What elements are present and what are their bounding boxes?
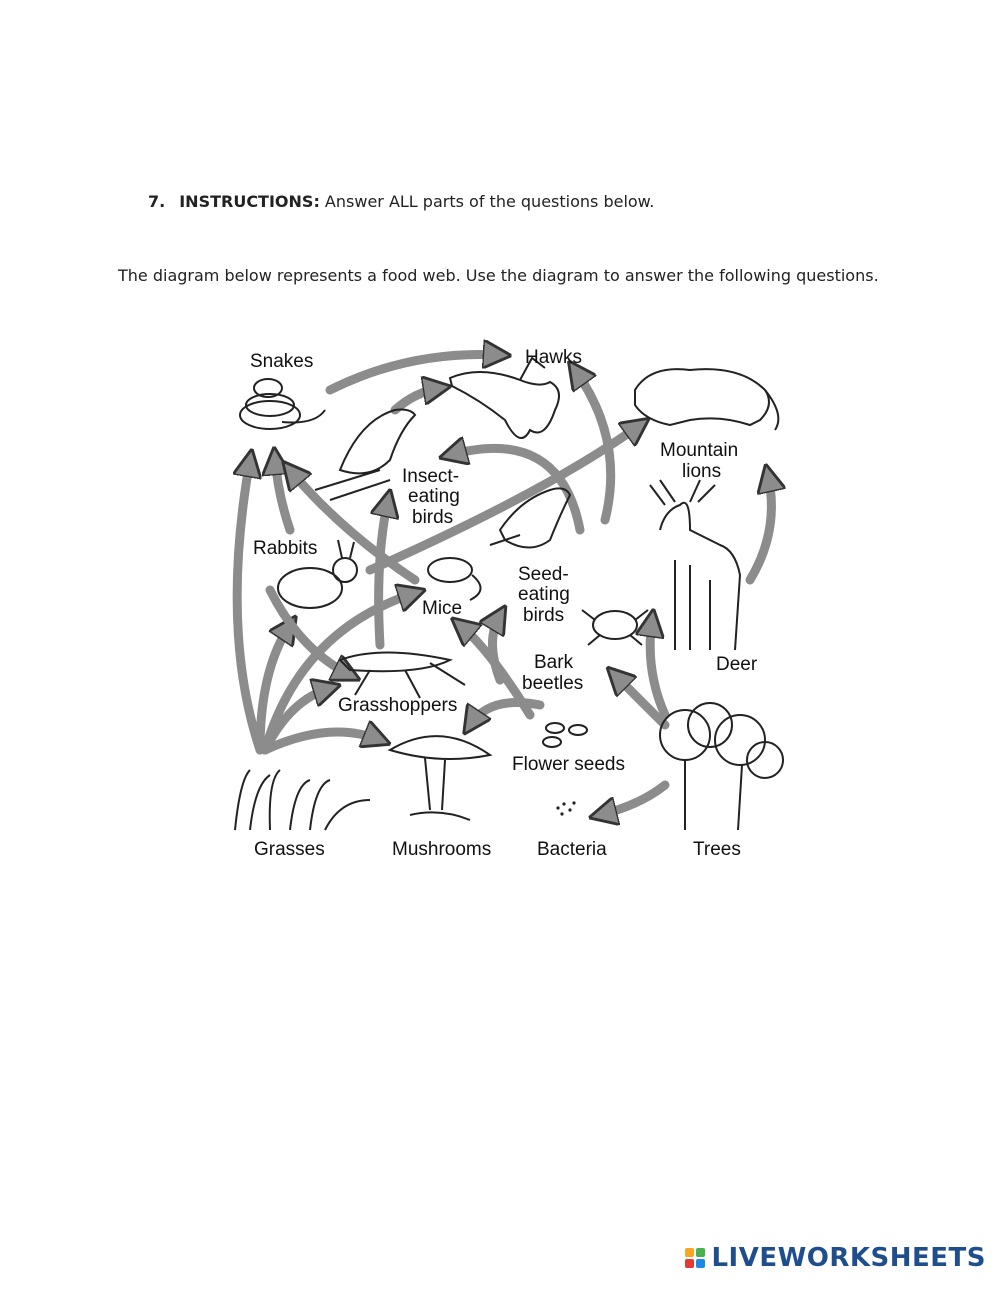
label-mountain-lions-line1: Mountain bbox=[660, 440, 739, 461]
logo-square-3 bbox=[685, 1259, 694, 1268]
mouse-illustration bbox=[428, 558, 481, 600]
insect-eating-bird-illustration bbox=[315, 410, 415, 500]
flower-seeds-illustration bbox=[543, 723, 587, 747]
snake-illustration bbox=[240, 379, 325, 429]
label-mushrooms: Mushrooms bbox=[392, 839, 492, 860]
arrow-grasses-mushrooms bbox=[265, 732, 380, 750]
label-seed-birds-line2: eating bbox=[518, 584, 570, 605]
arrow-grasshoppers-insectbirds bbox=[379, 500, 388, 645]
mushroom-illustration bbox=[390, 736, 490, 820]
label-insect-birds-line3: birds bbox=[412, 507, 454, 528]
label-grasses: Grasses bbox=[254, 839, 325, 860]
liveworksheets-logo bbox=[685, 1243, 986, 1273]
instructions-label: INSTRUCTIONS: bbox=[179, 192, 320, 211]
deer-illustration bbox=[650, 480, 740, 650]
label-hawks: Hawks bbox=[525, 347, 583, 368]
logo-square-2 bbox=[696, 1248, 705, 1257]
arrow-insectbirds-hawks bbox=[395, 388, 440, 410]
arrow-deer-mountainlions bbox=[750, 475, 771, 580]
label-seed-birds-line1: Seed- bbox=[518, 564, 569, 585]
label-rabbits: Rabbits bbox=[253, 538, 318, 559]
food-web-arrows bbox=[237, 354, 771, 815]
food-web-diagram bbox=[220, 330, 790, 870]
instructions-text: Answer ALL parts of the questions below. bbox=[319, 192, 655, 211]
grasses-illustration bbox=[235, 770, 370, 830]
mountain-lion-illustration bbox=[635, 369, 778, 430]
arrow-grasses-snakes bbox=[237, 460, 260, 750]
label-grasshoppers: Grasshoppers bbox=[338, 695, 458, 716]
label-flower-seeds: Flower seeds bbox=[512, 754, 625, 775]
label-insect-birds-line1: Insect- bbox=[402, 466, 460, 487]
label-snakes: Snakes bbox=[250, 351, 314, 372]
trees-illustration bbox=[660, 703, 783, 830]
arrow-mice-snakes bbox=[290, 470, 415, 580]
logo-square-1 bbox=[685, 1248, 694, 1257]
label-deer: Deer bbox=[716, 654, 758, 675]
logo-text: LIVEWORKSHEETS bbox=[711, 1243, 986, 1273]
label-bark-beetles-line2: beetles bbox=[522, 673, 584, 694]
hawk-illustration bbox=[450, 358, 559, 438]
logo-square-4 bbox=[696, 1259, 705, 1268]
bark-beetle-illustration bbox=[582, 610, 648, 645]
label-bark-beetles-line1: Bark bbox=[534, 652, 574, 673]
label-mice: Mice bbox=[422, 598, 463, 619]
label-insect-birds-line2: eating bbox=[408, 486, 460, 507]
label-trees: Trees bbox=[693, 839, 741, 860]
arrow-trees-bacteria bbox=[600, 785, 665, 815]
question-number: 7. bbox=[148, 192, 166, 211]
label-seed-birds-line3: birds bbox=[523, 605, 565, 626]
label-mountain-lions-line2: lions bbox=[682, 461, 722, 482]
liveworksheets-logo-icon bbox=[685, 1248, 705, 1268]
label-bacteria: Bacteria bbox=[537, 839, 607, 860]
intro-text: The diagram below represents a food web. Use the diagram to answer the following questions. bbox=[118, 266, 879, 285]
bacteria-illustration bbox=[556, 801, 575, 815]
question-instructions bbox=[148, 192, 654, 211]
arrow-flowerseeds-seedbirds bbox=[493, 615, 501, 680]
arrow-trees-deer bbox=[650, 620, 665, 715]
grasshopper-illustration bbox=[340, 653, 465, 699]
